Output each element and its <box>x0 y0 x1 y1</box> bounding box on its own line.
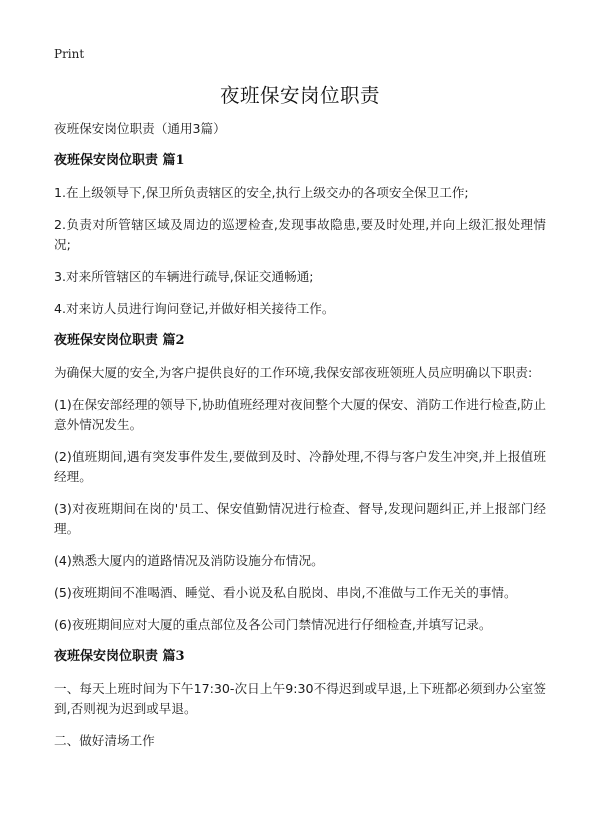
paragraph: (4)熟悉大厦内的道路情况及消防设施分布情况。 <box>54 553 324 568</box>
paragraph: (3)对夜班期间在岗的'员工、保安值勤情况进行检查、督导,发现问题纠正,并上报部门经理。 <box>54 501 546 536</box>
paragraph: (6)夜班期间应对大厦的重点部位及各公司门禁情况进行仔细检查,并填写记录。 <box>54 617 492 632</box>
document-title: 夜班保安岗位职责 <box>219 84 380 107</box>
section-3 <box>54 647 546 751</box>
paragraph: 3.对来所管辖区的车辆进行疏导,保证交通畅通; <box>54 269 314 284</box>
section-1 <box>54 151 546 319</box>
paragraph: 二、做好清场工作 <box>54 733 155 748</box>
paragraph: 1.在上级领导下,保卫所负责辖区的安全,执行上级交办的各项安全保卫工作; <box>54 185 469 200</box>
paragraph: 4.对来访人员进行询问登记,并做好相关接待工作。 <box>54 301 335 316</box>
section-heading: 夜班保安岗位职责 篇3 <box>54 649 185 664</box>
paragraph: (1)在保安部经理的领导下,协助值班经理对夜间整个大厦的保安、消防工作进行检查,防止意外情况发生。 <box>54 397 546 432</box>
paragraph: 一、每天上班时间为下午17:30-次日上午9:30不得迟到或早退,上下班都必须到办公室签到,否则视为迟到或早退。 <box>54 681 546 716</box>
section-heading: 夜班保安岗位职责 篇2 <box>54 333 185 348</box>
document-intro: 夜班保安岗位职责（通用3篇） <box>54 121 226 136</box>
paragraph: 2.负责对所管辖区域及周边的巡逻检查,发现事故隐患,要及时处理,并向上级汇报处理情况; <box>54 217 546 252</box>
paragraph: (5)夜班期间不准喝酒、睡觉、看小说及私自脱岗、串岗,不准做与工作无关的事情。 <box>54 585 517 600</box>
section-2 <box>54 331 546 635</box>
paragraph: 为确保大厦的安全,为客户提供良好的工作环境,我保安部夜班领班人员应明确以下职责: <box>54 365 533 380</box>
section-heading: 夜班保安岗位职责 篇1 <box>54 153 185 168</box>
print-label: Print <box>54 47 85 61</box>
paragraph: (2)值班期间,遇有突发事件发生,要做到及时、冷静处理,不得与客户发生冲突,并上报值班经理。 <box>54 449 546 484</box>
